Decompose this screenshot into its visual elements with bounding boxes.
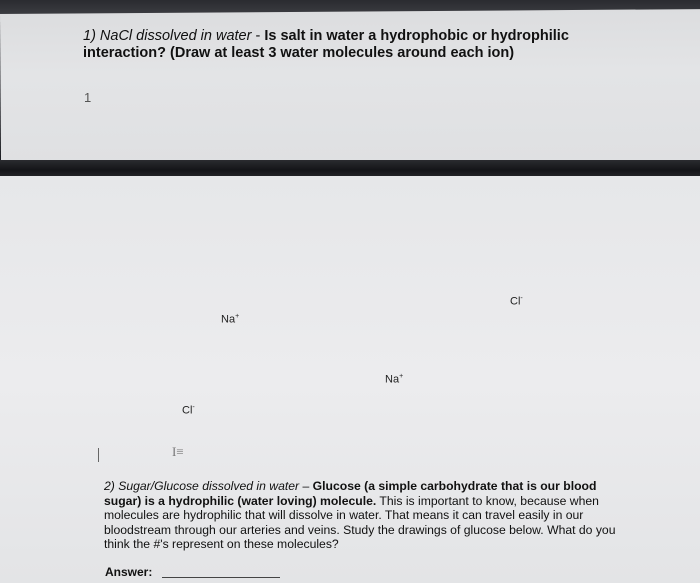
question-2 <box>104 479 624 552</box>
ion-sodium-2: Na+ <box>385 373 404 386</box>
question-2-dash: – <box>299 479 313 493</box>
question-1-question: Is salt in water a hydrophobic or hydrophilic interaction? <box>83 28 569 61</box>
ion-chloride-2: Cl- <box>182 404 195 417</box>
scribble-mark: I≡ <box>172 444 184 459</box>
question-2-lead: 2) Sugar/Glucose dissolved in water <box>104 479 300 493</box>
ion-chloride-1: Cl- <box>510 295 523 308</box>
question-1-lead: 1) NaCl dissolved in water <box>83 28 252 44</box>
question-2-body: This is important to know, because when molecules are hydrophilic that will dissolve in water. That means it can travel easily in our bloodstream through our arteries and veins. Study the drawings of glucose below. What do you think the #'s represent on these molecules? <box>104 493 616 551</box>
pencil-mark <box>98 448 99 462</box>
question-1-dash: - <box>251 28 265 44</box>
ion-sodium-1: Na+ <box>221 313 240 326</box>
answer-blank-line[interactable] <box>162 577 280 578</box>
answer-label: Answer: <box>105 565 153 579</box>
question-2-bold: Glucose (a simple carbohydrate that is our blood sugar) is a hydrophilic (water loving) molecule. <box>104 479 597 508</box>
handwritten-answer-number: 1 <box>84 90 92 105</box>
question-1 <box>83 28 643 62</box>
question-1-instruction: (Draw at least 3 water molecules around each ion) <box>170 45 515 61</box>
